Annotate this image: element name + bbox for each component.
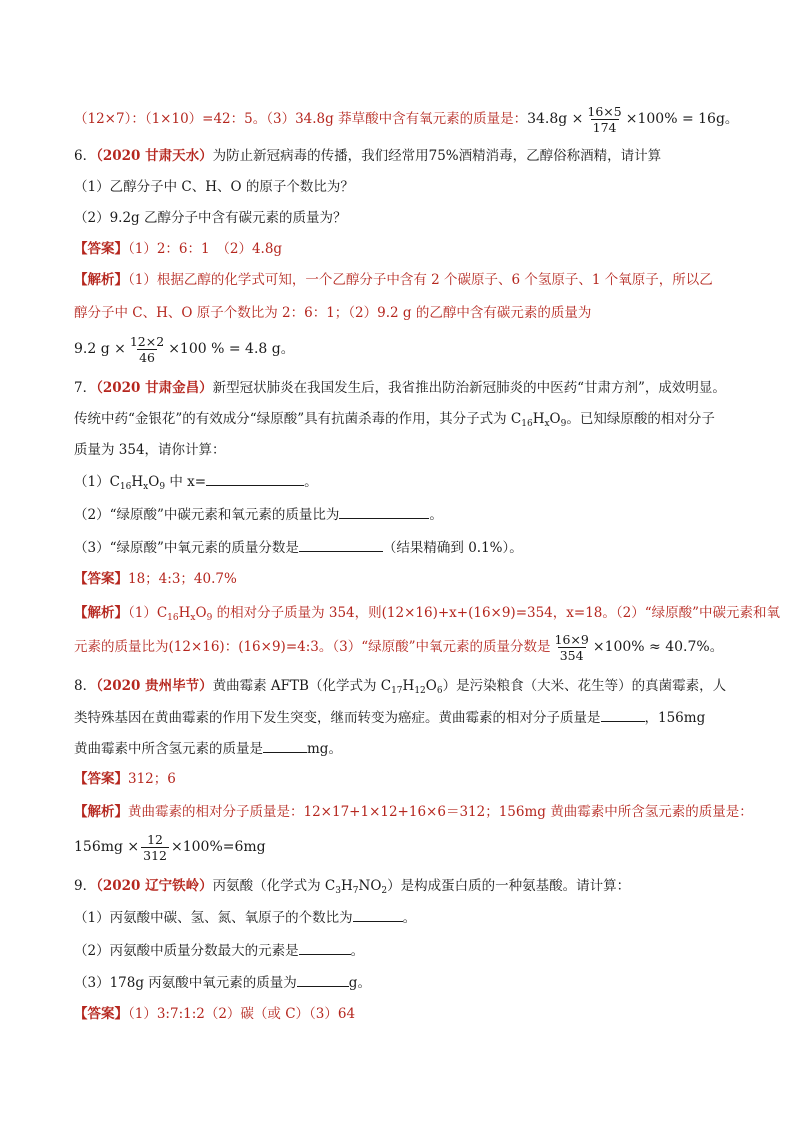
question-7-sub2 (74, 504, 720, 525)
formula-left: 9.2 g × (74, 341, 126, 357)
question-text: mg。 (307, 741, 342, 757)
answer-label: 【答案】 (74, 241, 128, 257)
question-6-sub2: （2）9.2g 乙醇分子中含有碳元素的质量为？ (74, 210, 347, 226)
formula-right: ×100%=6mg (171, 839, 266, 855)
question-9-sub1 (74, 907, 720, 928)
q5-analysis-continuation (74, 104, 739, 135)
question-8-stem-1 (74, 676, 727, 701)
subscript: x (143, 482, 149, 492)
source-tag: （2020 甘肃金昌） (96, 380, 213, 396)
question-7-stem-2 (74, 409, 720, 434)
subscript: x (190, 613, 196, 623)
question-6-analysis-1 (74, 270, 720, 290)
fraction-numerator: 12 (147, 832, 164, 847)
element-symbol: H (178, 605, 191, 621)
question-number: 7． (74, 380, 97, 396)
answer-blank[interactable] (299, 537, 383, 552)
question-7-analysis-1 (74, 603, 781, 628)
fraction (128, 334, 166, 365)
period: 。 (304, 474, 318, 490)
formula-right: ×100% = 16g (625, 111, 725, 127)
answer-blank[interactable] (601, 707, 645, 722)
element-symbol: O (195, 605, 207, 621)
analysis-label: 【解析】 (74, 605, 128, 621)
analysis-text: 元素的质量比为(12×16)：(16×9)=4:3。（3）“绿原酸”中氧元素的质量分数是 (74, 639, 551, 655)
period: 。 (280, 341, 295, 357)
question-text: 传统中药“金银花”的有效成分“绿原酸”具有抗菌杀毒的作用，其分子式为 C (74, 411, 522, 427)
source-tag: （2020 甘肃天水） (96, 148, 213, 164)
element-symbol: H (131, 474, 144, 490)
formula-left: 34.8g × (527, 111, 584, 127)
question-7-answer (74, 569, 720, 589)
question-8-formula (74, 832, 720, 863)
subscript: 12 (414, 686, 426, 696)
subscript: x (544, 419, 550, 429)
question-9-sub3 (74, 972, 720, 993)
question-text: ，156mg (644, 710, 706, 726)
analysis-text: 的相对分子质量为 354，则(12×16)+x+(16×9)=354，x=18。（2）“绿原酸”中碳元素和氧 (212, 605, 781, 621)
subscript: 16 (167, 613, 179, 623)
question-text: （3）178g 丙氨酸中氧元素的质量为 (74, 975, 297, 991)
question-number: 9． (74, 878, 97, 894)
source-tag: （2020 辽宁铁岭） (96, 878, 213, 894)
question-text: （结果精确到 0.1%）。 (382, 540, 523, 556)
answer-blank[interactable] (339, 504, 429, 519)
element-symbol: H (402, 678, 415, 694)
period: 。 (350, 943, 365, 959)
subscript: 16 (521, 419, 533, 429)
fraction-denominator: 312 (143, 848, 167, 863)
question-text: 类特殊基因在黄曲霉素的作用下发生突变，继而转变为癌症。黄曲霉素的相对分子质量是 (74, 710, 601, 726)
subscript: 9 (206, 613, 213, 623)
fraction-denominator: 46 (139, 350, 155, 365)
analysis-text: 黄曲霉素的相对分子质量是：12×17+1×12+16×6＝312；156mg 黄曲霉素中所含氢元素的质量是： (128, 804, 753, 820)
analysis-label: 【解析】 (74, 804, 128, 820)
subscript: 9 (560, 419, 567, 429)
question-6-stem (74, 146, 720, 166)
question-7-sub1 (74, 471, 720, 497)
question-9-stem (74, 876, 720, 901)
answer-text: （1）2：6：1 （2）4.8g (128, 241, 283, 257)
question-7-stem-1 (74, 378, 726, 398)
question-text: （2）“绿原酸”中碳元素和氧元素的质量比为 (74, 507, 340, 523)
question-6-sub1: （1）乙醇分子中 C、H、O 的原子个数比为？ (74, 179, 354, 195)
answer-blank[interactable] (206, 471, 304, 486)
element-symbol: NO (358, 878, 382, 894)
period: 。 (724, 111, 739, 127)
subscript: 16 (119, 482, 132, 492)
question-7-sub3 (74, 537, 720, 558)
subscript: 17 (391, 686, 403, 696)
question-8-stem-3 (74, 738, 720, 759)
question-text: 丙氨酸（化学式为 C (212, 878, 336, 894)
question-6-formula (74, 334, 720, 365)
fraction (141, 832, 169, 863)
answer-label: 【答案】 (74, 771, 128, 787)
subscript: 3 (335, 886, 341, 896)
fraction-numerator: 16×9 (554, 632, 589, 647)
answer-label: 【答案】 (74, 571, 128, 587)
question-text: （2）丙氨酸中质量分数最大的元素是 (74, 943, 299, 959)
answer-text: （1）3:7:1:2（2）碳（或 C）（3）64 (128, 1006, 356, 1022)
analysis-label: 【解析】 (74, 272, 128, 288)
period: 。 (429, 507, 443, 523)
formula-left: 156mg × (74, 839, 140, 855)
question-7-stem-3: 质量为 354，请你计算： (74, 442, 226, 458)
question-text: 为防止新冠病毒的传播，我们经常用75%酒精消毒，乙醇俗称酒精，请计算 (212, 148, 662, 164)
question-text: 黄曲霉素中所含氢元素的质量是 (74, 741, 263, 757)
period: 。 (402, 910, 417, 926)
question-number: 8． (74, 678, 97, 694)
fraction (585, 104, 623, 135)
question-8-answer (74, 769, 720, 789)
question-text: （1）C (74, 474, 120, 490)
question-text: （1）丙氨酸中碳、氢、氮、氧原子的个数比为 (74, 910, 353, 926)
answer-label: 【答案】 (74, 1006, 128, 1022)
subscript: 9 (159, 482, 166, 492)
question-text: 中 x= (165, 474, 207, 490)
source-tag: （2020 贵州毕节） (96, 678, 213, 694)
question-text: ）是构成蛋白质的一种氨基酸。请计算： (387, 878, 631, 894)
question-9-answer (74, 1004, 720, 1024)
formula-right: ×100% ≈ 40.7% (592, 639, 710, 655)
fraction-denominator: 354 (559, 648, 584, 663)
period: 。 (709, 639, 724, 655)
question-text: ）是污染粮食（大米、花生等）的真菌霉素，人 (442, 678, 727, 694)
question-8-stem-2 (74, 707, 720, 728)
answer-blank[interactable] (299, 940, 351, 955)
element-symbol: O (549, 411, 561, 427)
question-text: 黄曲霉素 AFTB（化学式为 C (212, 678, 392, 694)
element-symbol: O (425, 678, 437, 694)
fraction-numerator: 12×2 (129, 334, 165, 349)
question-9-sub2 (74, 940, 720, 961)
fraction-numerator: 16×5 (587, 104, 622, 119)
question-7-analysis-2 (74, 632, 724, 663)
question-6-answer (74, 239, 720, 259)
question-text: （3）“绿原酸”中氧元素的质量分数是 (74, 540, 299, 556)
subscript: 7 (352, 886, 359, 896)
fraction (553, 632, 591, 663)
analysis-text: （1）根据乙醇的化学式可知，一个乙醇分子中含有 2 个碳原子、6 个氢原子、1 个氧原子，所以乙 (128, 272, 713, 288)
element-symbol: H (532, 411, 545, 427)
subscript: 2 (381, 886, 388, 896)
subscript: 6 (436, 686, 443, 696)
question-8-analysis-1 (74, 802, 753, 822)
analysis-text: （1）C (128, 605, 168, 621)
question-number: 6． (74, 148, 97, 164)
answer-blank[interactable] (263, 738, 307, 753)
formula-right: ×100 % = 4.8 g (168, 341, 281, 357)
question-text: 。已知绿原酸的相对分子 (566, 411, 715, 427)
answer-text: 312；6 (128, 771, 176, 787)
element-symbol: O (148, 474, 160, 490)
answer-blank[interactable] (297, 972, 349, 987)
element-symbol: H (340, 878, 353, 894)
answer-blank[interactable] (353, 907, 403, 922)
q5-analysis-text: （12×7）：（1×10）=42：5。（3）34.8g 莽草酸中含有氧元素的质量是： (74, 111, 528, 127)
question-6-analysis-2: 醇分子中 C、H、O 原子个数比为 2：6：1；（2）9.2 g 的乙醇中含有碳元素的质量为 (74, 305, 592, 321)
answer-text: 18；4:3；40.7% (128, 571, 237, 587)
question-text: 新型冠状肺炎在我国发生后，我省推出防治新冠肺炎的中医药“甘肃方剂”，成效明显。 (212, 380, 726, 396)
question-text: g。 (348, 975, 371, 991)
fraction-denominator: 174 (592, 120, 617, 135)
